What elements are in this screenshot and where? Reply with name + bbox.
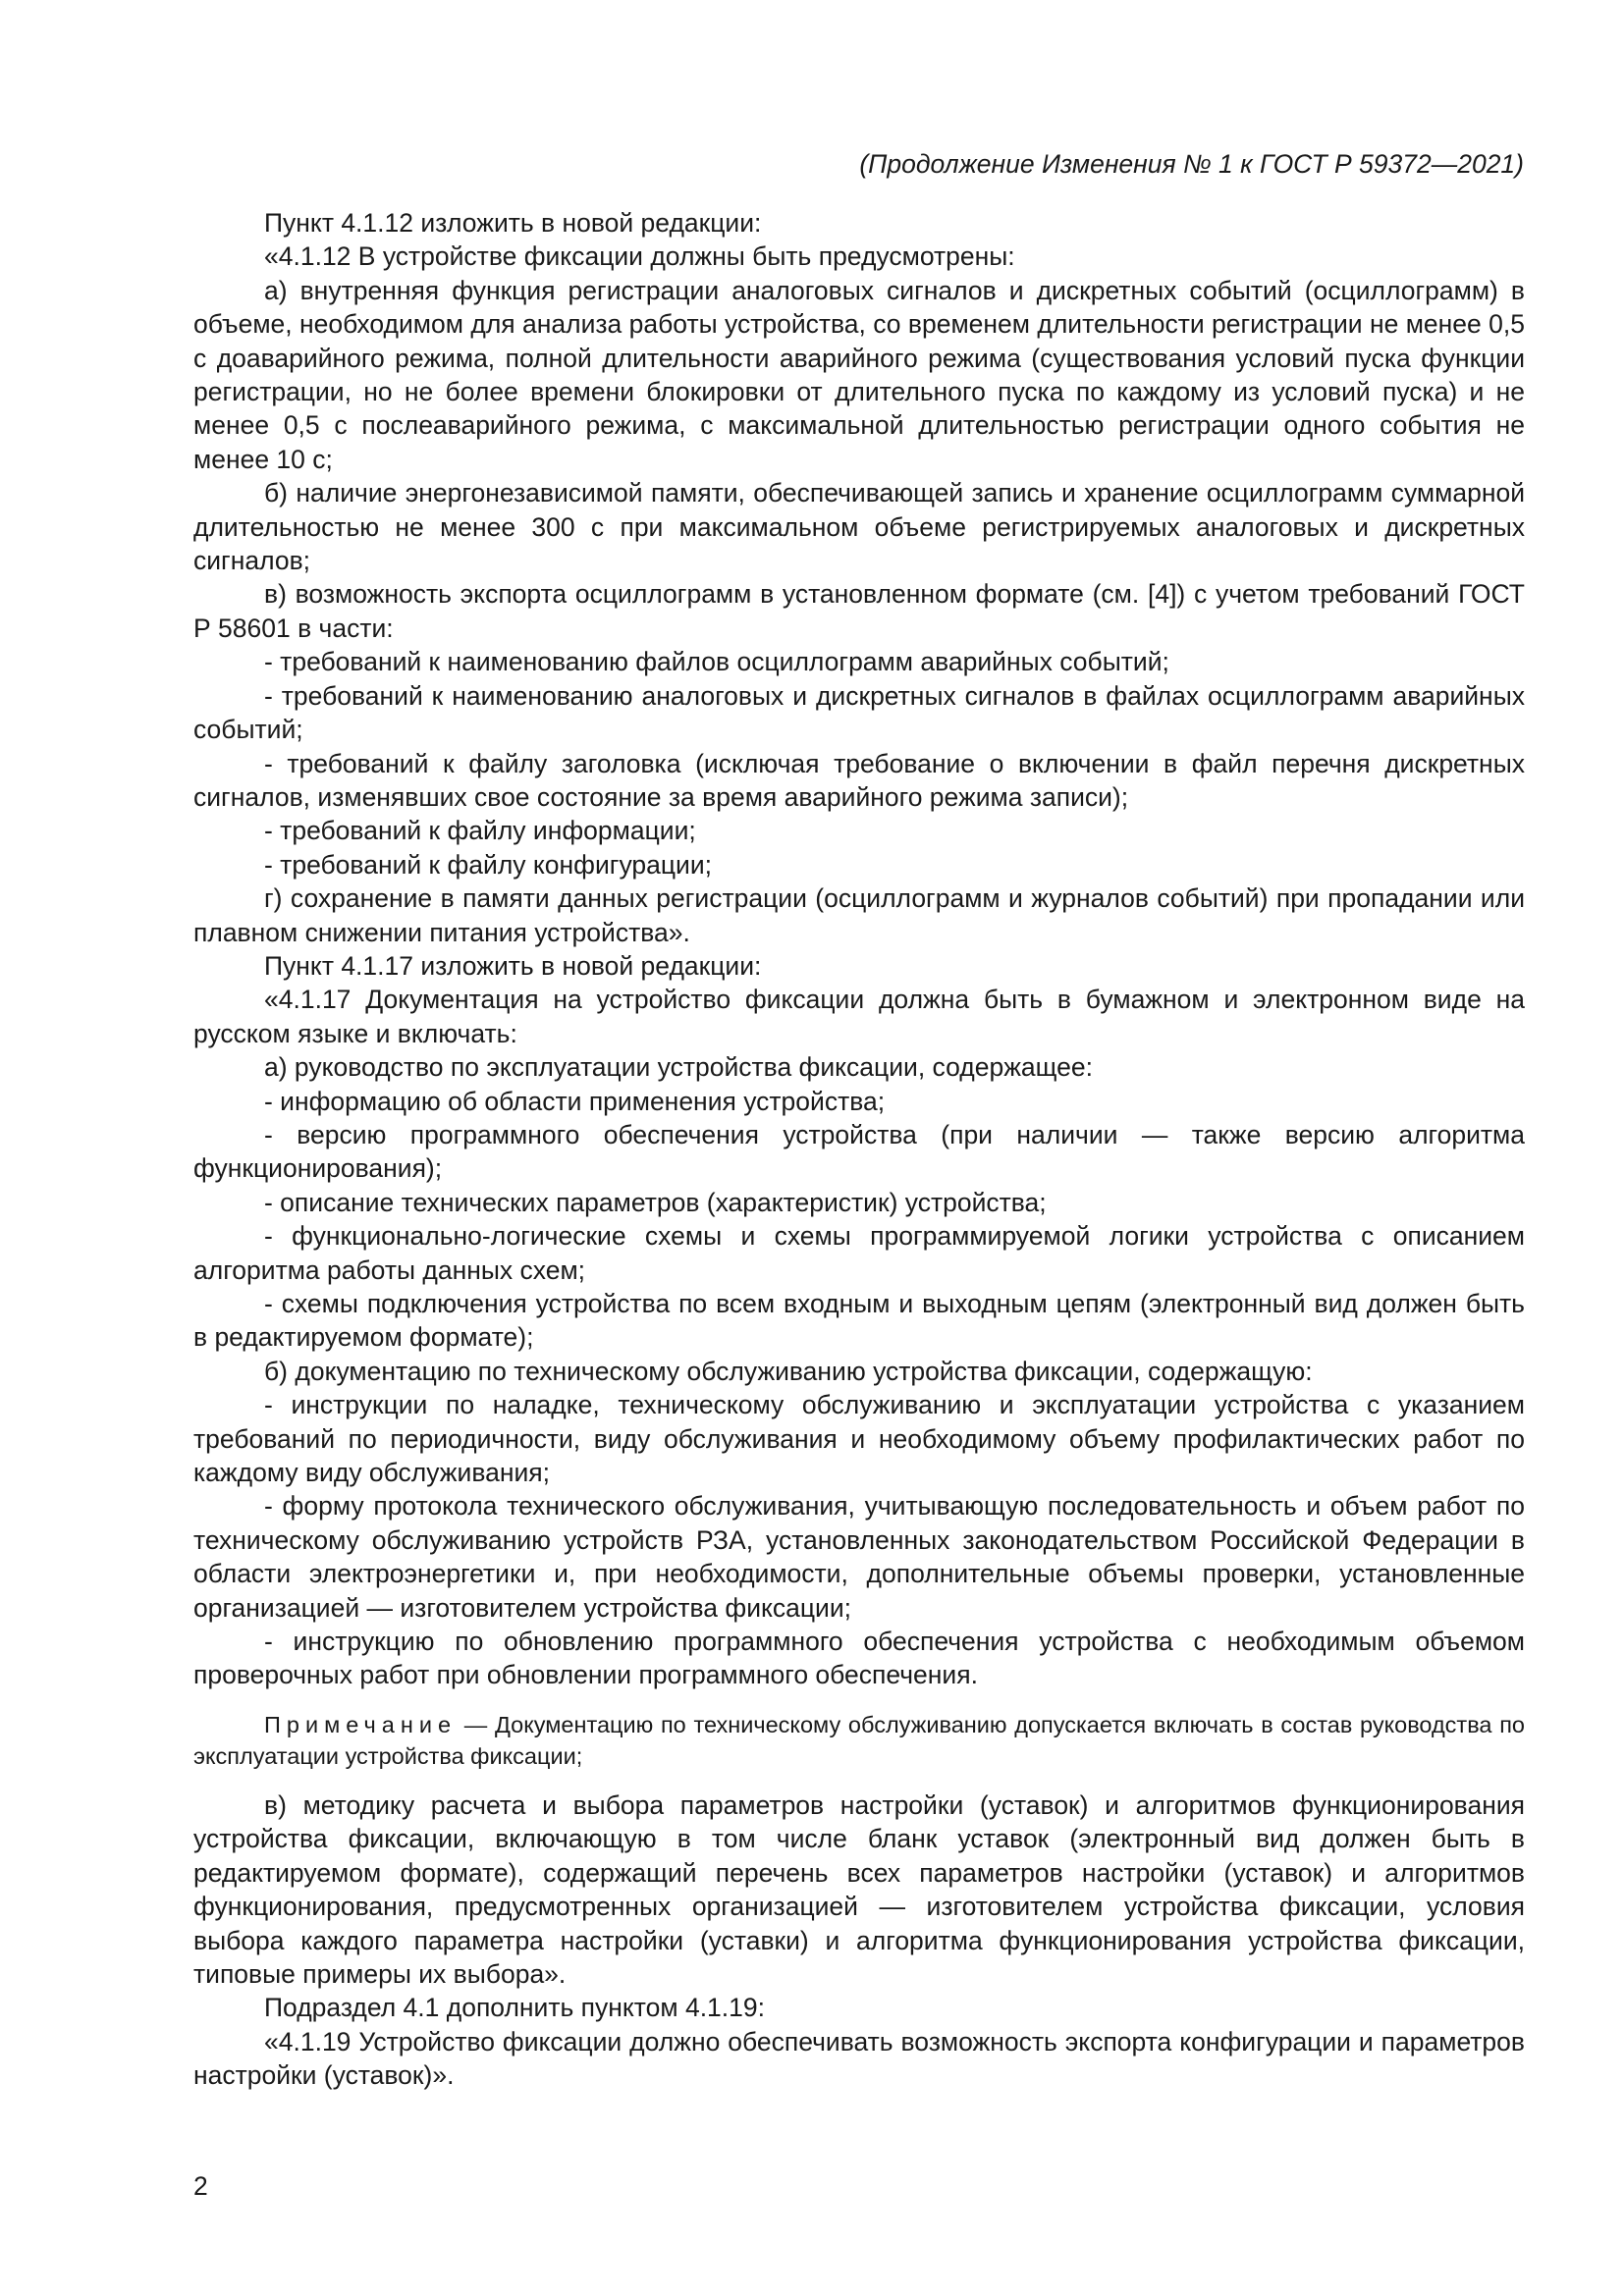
paragraph: - функционально-логические схемы и схемы программируемой логики устройства с описанием алгоритма работы данных схем; <box>193 1221 1525 1285</box>
paragraph: Пункт 4.1.12 изложить в новой редакции: <box>264 208 762 238</box>
paragraph: - схемы подключения устройства по всем входным и выходным цепям (электронный вид должен быть в редактируемом формате); <box>193 1289 1525 1353</box>
note-text: — Документацию по техническому обслуживанию допускается включать в состав руководства по эксплуатации устройства фиксации; <box>193 1711 1525 1769</box>
paragraph: - информацию об области применения устройства; <box>264 1086 886 1116</box>
note <box>193 1709 1525 1772</box>
page-number: 2 <box>193 2171 208 2201</box>
paragraph: - требований к файлу заголовка (исключая требование о включении в файл перечня дискретных сигналов, изменявших свое состояние за время аварийного режима записи); <box>193 748 1525 812</box>
paragraph: - требований к наименованию файлов осциллограмм аварийных событий; <box>264 647 1169 677</box>
paragraph: Подраздел 4.1 дополнить пунктом 4.1.19: <box>264 1993 765 2023</box>
paragraph: - требований к файлу информации; <box>264 816 696 846</box>
paragraph: - версию программного обеспечения устройства (при наличии — также версию алгоритма функционирования); <box>193 1119 1525 1184</box>
paragraph: - инструкцию по обновлению программного обеспечения устройства с необходимым объемом проверочных работ при обновлении программного обеспечения. <box>193 1627 1525 1690</box>
paragraph: б) документацию по техническому обслуживанию устройства фиксации, содержащую: <box>264 1356 1313 1386</box>
paragraph: «4.1.17 Документация на устройство фиксации должна быть в бумажном и электронном виде на русском языке и включать: <box>193 985 1525 1048</box>
paragraph: Пункт 4.1.17 изложить в новой редакции: <box>264 950 762 981</box>
paragraph: «4.1.19 Устройство фиксации должно обеспечивать возможность экспорта конфигурации и параметров настройки (уставок)». <box>193 2026 1525 2091</box>
running-header: (Продолжение Изменения № 1 к ГОСТ Р 59372—2021) <box>859 149 1524 179</box>
paragraph: а) внутренняя функция регистрации аналоговых сигналов и дискретных событий (осциллограмм) в объеме, необходимом для анализа работы устройства, со временем длительности регистрации не менее 0,5 с доаварийного режима, полной длительности аварийного режима (существования условий пуска функции регистрации, но не более времени блокировки от длительного пуска по каждому из условий пуска) и не менее 0,5 с послеаварийного режима, с максимальной длительностью регистрации одного события не менее 10 с; <box>193 275 1525 474</box>
paragraph: а) руководство по эксплуатации устройства фиксации, содержащее: <box>264 1052 1094 1083</box>
paragraph: - форму протокола технического обслуживания, учитывающую последовательность и объем работ по техническому обслуживанию устройств РЗА, установленных законодательством Российской Федерации в области электроэнергетики и, при необходимости, дополнительные объемы проверки, установленные организацией — изготовителем устройства фиксации; <box>193 1491 1525 1623</box>
paragraph: б) наличие энергонезависимой памяти, обеспечивающей запись и хранение осциллограмм суммарной длительностью не менее 300 с при максимальном объеме регистрируемых аналоговых и дискретных сигналов; <box>193 478 1525 576</box>
paragraph: в) методику расчета и выбора параметров настройки (уставок) и алгоритмов функционирования устройства фиксации, включающую в том числе бланк уставок (электронный вид должен быть в редактируемом формате), содержащий перечень всех параметров настройки (уставок) и алгоритмов функционирования, предусмотренных организацией — изготовителем устройства фиксации, условия выбора каждого параметра настройки (уставки) и алгоритма функционирования устройства фиксации, типовые примеры их выбора». <box>193 1789 1525 1989</box>
paragraph: «4.1.12 В устройстве фиксации должны быть предусмотрены: <box>264 241 1015 272</box>
paragraph: в) возможность экспорта осциллограмм в установленном формате (см. [4]) с учетом требований ГОСТ Р 58601 в части: <box>193 579 1525 643</box>
document-body <box>193 206 1525 2093</box>
paragraph: - требований к файлу конфигурации; <box>264 849 713 880</box>
paragraph: г) сохранение в памяти данных регистрации (осциллограмм и журналов событий) при пропадании или плавном снижении питания устройства». <box>193 883 1525 947</box>
note-label: Примечание <box>264 1711 458 1737</box>
paragraph: - требований к наименованию аналоговых и дискретных сигналов в файлах осциллограмм аварийных событий; <box>193 680 1525 745</box>
paragraph: - описание технических параметров (характеристик) устройства; <box>264 1187 1047 1217</box>
paragraph: - инструкции по наладке, техническому обслуживанию и эксплуатации устройства с указанием требований по периодичности, виду обслуживания и необходимому объему профилактических работ по каждому виду обслуживания; <box>193 1390 1525 1488</box>
